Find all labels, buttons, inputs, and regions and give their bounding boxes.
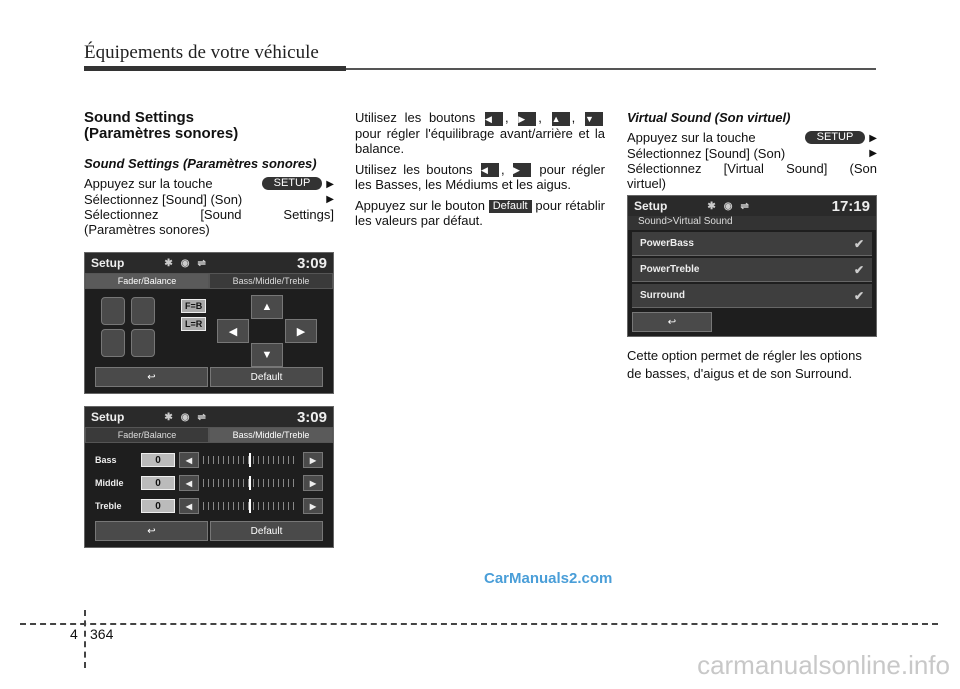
instruction-line-1 [84,175,334,192]
back-icon: ↩ [147,371,156,383]
paragraph-text: Utilisez les boutons [355,110,476,125]
back-button[interactable] [632,312,712,332]
right-button[interactable]: ▶ [285,319,317,343]
paragraph-text: pour régler l'équilibrage avant/arrière et la balance. [355,125,605,156]
screen-virtual-sound [627,195,877,337]
back-icon: ↩ [147,525,156,537]
instruction-text: Appuyez sur la touche [84,176,213,191]
paragraph-text: Appuyez sur le bouton [355,198,485,214]
row-value: 0 [141,453,175,467]
increase-button[interactable]: ▶ [303,452,323,468]
screen-title-bar [85,407,333,427]
screen-title-bar [628,196,876,216]
check-icon: ✔ [853,236,864,251]
paragraph-default [355,198,605,228]
instruction-line-4: virtuel) [627,176,667,191]
screen-bottom-bar [95,521,323,541]
subsection-title: Virtual Sound (Son virtuel) [627,110,791,125]
paragraph-text: rétablir les valeurs par défaut. [355,198,605,229]
virtual-sound-item-powerbass[interactable] [632,232,872,256]
decrease-button[interactable]: ◀ [179,475,199,491]
down-arrow-icon: ▼ [585,112,603,126]
usb-icon: ⇌ [197,411,206,423]
chapter-number: 4 [70,626,78,642]
increase-button[interactable]: ▶ [303,475,323,491]
section-title-line-1: Sound Settings [84,109,194,126]
item-label: PowerTreble [640,264,700,275]
subsection-title: Sound Settings (Paramètres sonores) [84,156,317,171]
section-title-line-2: (Paramètres sonores) [84,125,239,142]
tab-fader-balance[interactable]: Fader/Balance [85,273,209,289]
level-slider[interactable] [203,479,295,487]
level-slider[interactable] [203,502,295,510]
middle-row [95,474,323,492]
disc-icon: ◉ [723,200,733,212]
setup-key-icon: SETUP [805,131,866,144]
column-sound-settings [84,110,334,237]
virtual-sound-item-powertreble[interactable] [632,258,872,282]
instruction-text: Sélectionnez [Sound] (Son) [84,192,243,207]
arrow-right-icon: ▶ [326,179,334,190]
up-arrow-icon: ▲ [552,112,570,126]
caption-text: Cette option permet de régler les options de basses, d'aigus et de son Surround. [627,348,862,381]
bass-row [95,451,323,469]
decrease-button[interactable]: ◀ [179,498,199,514]
screen-bass-middle-treble [84,406,334,548]
seat-rear-right [131,329,155,357]
arrow-right-icon: ▶ [869,133,877,144]
column-instructions [355,110,605,234]
paragraph-text: Utilisez les boutons [355,161,473,177]
left-arrow-icon: ◀ [481,163,499,177]
bluetooth-icon: ✱ [164,257,173,269]
caption-block [627,347,877,383]
row-label: Middle [95,478,124,488]
instruction-line-3 [84,207,334,222]
right-arrow-icon: ▶ [518,112,536,126]
clock: 3:09 [296,408,327,426]
instruction-line-2 [627,146,877,161]
fader-value-label: F=B [181,299,206,313]
screen-fader-balance [84,252,334,394]
check-icon: ✔ [853,288,864,303]
usb-icon: ⇌ [197,257,206,269]
bluetooth-icon: ✱ [707,200,716,212]
clock: 3:09 [296,254,327,272]
bluetooth-icon: ✱ [164,411,173,423]
paragraph-text: pour [535,198,562,214]
watermark: CarManuals2.com [484,570,613,587]
seat-front-right [131,297,155,325]
default-key-icon: Default [489,200,532,213]
screen-title: Setup [634,199,668,213]
seat-front-left [101,297,125,325]
tab-fader-balance[interactable]: Fader/Balance [85,427,209,443]
row-label: Treble [95,501,122,511]
usb-icon: ⇌ [740,200,749,212]
header-title: Équipements de votre véhicule [84,42,319,63]
default-button[interactable]: Default [210,367,323,387]
seat-rear-left [101,329,125,357]
right-arrow-icon: ▶ [513,163,531,177]
check-icon: ✔ [853,262,864,277]
screen-title-bar [85,253,333,273]
back-button[interactable] [95,367,208,387]
page-number: 364 [90,626,114,642]
back-button[interactable] [95,521,208,541]
paragraph-text: pour régler les Basses, les Médiums et les aigus. [355,161,605,193]
tab-bass-middle-treble[interactable]: Bass/Middle/Treble [209,273,333,289]
default-button[interactable]: Default [210,521,323,541]
screen-tabs [85,273,333,289]
row-label: Bass [95,455,117,465]
instruction-text: Sélectionnez [Virtual Sound] (Son [627,161,877,176]
disc-icon: ◉ [180,257,190,269]
up-button[interactable]: ▲ [251,295,283,319]
tab-bass-middle-treble[interactable]: Bass/Middle/Treble [209,427,333,443]
footer-rule [20,623,938,625]
instruction-line-1 [627,129,877,146]
balance-value-label: L=R [181,317,206,331]
footer-vertical-rule [84,610,86,668]
site-watermark: carmanualsonline.info [697,650,950,680]
screen-bottom-bar [95,367,323,387]
column-virtual-sound [627,110,877,191]
level-slider[interactable] [203,456,295,464]
item-label: PowerBass [640,238,694,249]
left-arrow-icon: ◀ [485,112,503,126]
down-button[interactable]: ▼ [251,343,283,367]
arrow-right-icon: ▶ [869,148,877,159]
setup-key-icon: SETUP [262,177,323,190]
seat-diagram [101,297,157,357]
paragraph-bass-middle-treble: Utilisez les boutons ◀ , ▶ pour régler les Basses, les Médiums et les aigus. [355,161,605,193]
screen-tabs [85,427,333,443]
row-value: 0 [141,499,175,513]
decrease-button[interactable]: ◀ [179,452,199,468]
header-rule-thick [84,66,346,71]
instruction-line-2 [84,192,334,207]
instruction-text: Appuyez sur la touche [627,130,756,145]
back-icon: ↩ [667,316,677,328]
treble-row [95,497,323,515]
header-rule-thin [346,68,876,70]
instruction-line-3 [627,161,877,176]
arrow-right-icon: ▶ [326,194,334,205]
clock: 17:19 [831,197,870,215]
item-label: Surround [640,290,685,301]
instruction-text: Sélectionnez [Sound Settings] [84,207,334,222]
left-button[interactable]: ◀ [217,319,249,343]
screen-breadcrumb: Sound>Virtual Sound [628,216,876,230]
virtual-sound-item-surround[interactable] [632,284,872,308]
increase-button[interactable]: ▶ [303,498,323,514]
screen-title: Setup [91,256,125,270]
disc-icon: ◉ [180,411,190,423]
instruction-text: Sélectionnez [Sound] (Son) [627,146,786,161]
instruction-line-4: (Paramètres sonores) [84,222,210,237]
section-title [84,110,334,142]
paragraph-fader-balance: Utilisez les boutons ◀ , ▶ , ▲ , ▼ pour régler l'équilibrage avant/arrière et la balance. [355,110,605,156]
screen-title: Setup [91,410,125,424]
row-value: 0 [141,476,175,490]
